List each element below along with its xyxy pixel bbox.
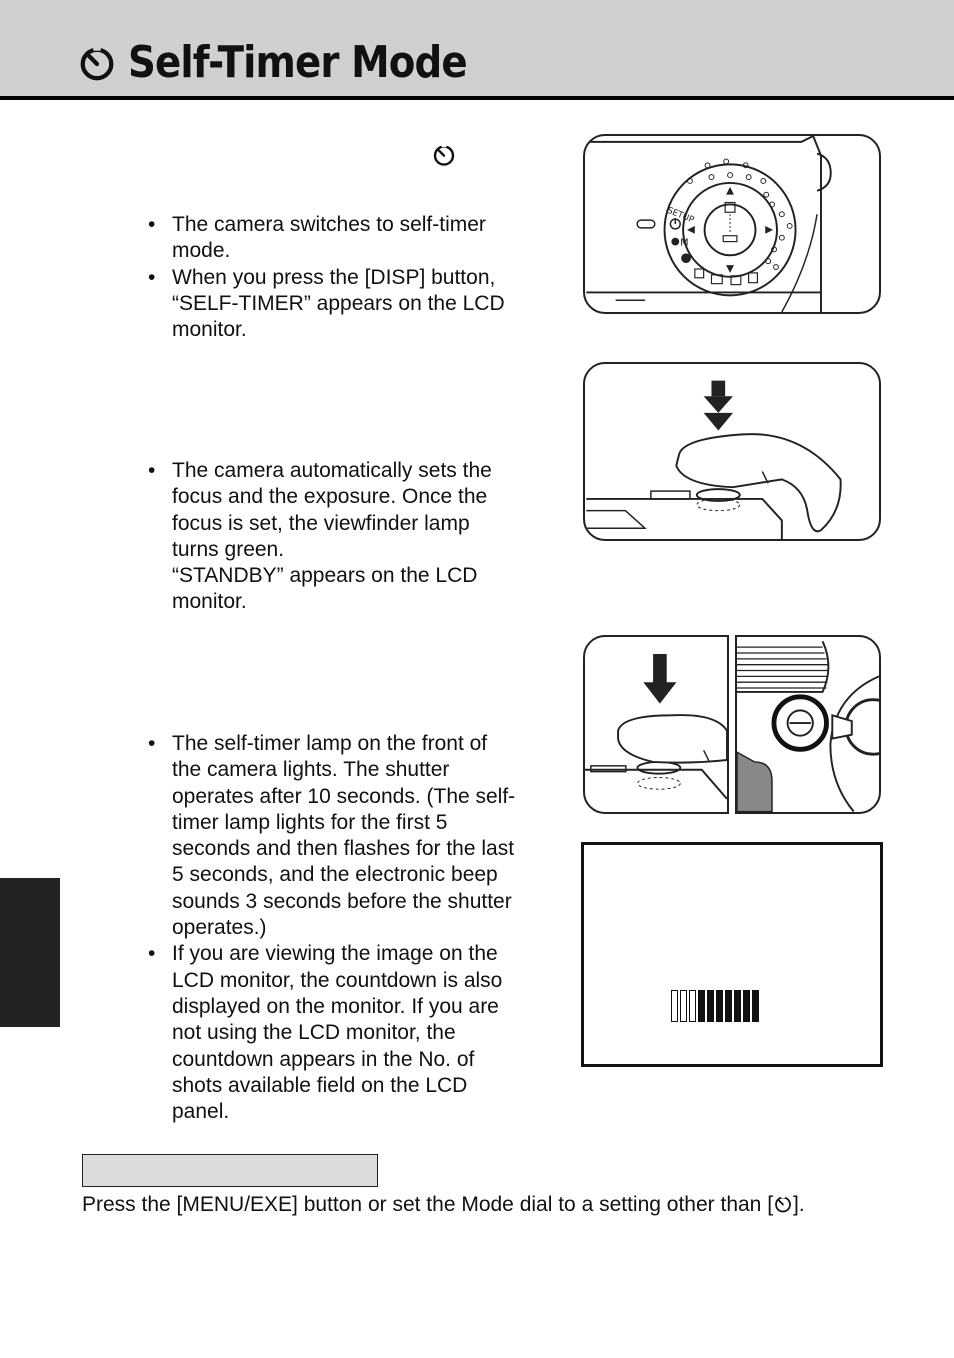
note-heading-box: [82, 1154, 378, 1187]
list-item: • The camera automatically sets the focus and the exposure. Once the focus is set, the viewfinder lamp turns green. “STANDBY” appears on the LCD monitor.: [148, 458, 492, 616]
step1-bullets: [148, 212, 505, 343]
page-title: Self-Timer Mode: [128, 37, 467, 88]
step3-bullets: [148, 731, 515, 1125]
note-text: Press the [MENU/EXE] button or set the Mode dial to a setting other than [ ].: [82, 1193, 805, 1216]
self-timer-icon: [773, 1194, 793, 1214]
dial-label-setup: SETUP: [665, 205, 696, 226]
countdown-segment: [707, 990, 714, 1022]
list-item: • If you are viewing the image on the LCD monitor, the countdown is also displayed on the monitor. If you are not using the LCD monitor, the countdown appears in the No. of shots available field on the LCD panel.: [148, 941, 515, 1125]
countdown-segment: [752, 990, 759, 1022]
self-timer-icon: [78, 44, 116, 82]
half-press-illustration: [583, 362, 881, 541]
countdown-segment: [680, 990, 687, 1022]
camera-front-lamp-drawing: [737, 637, 879, 812]
camera-top-drawing: [585, 136, 879, 312]
shutter-full-press-drawing: [585, 637, 727, 812]
section-tab: [0, 878, 60, 1027]
step2-bullets: [148, 458, 492, 616]
countdown-segment: [689, 990, 696, 1022]
shutter-half-press-drawing: [585, 364, 879, 539]
list-item: • When you press the [DISP] button, “SELF-TIMER” appears on the LCD monitor.: [148, 265, 505, 344]
list-item: • The camera switches to self-timer mode.: [148, 212, 505, 265]
list-item: • The self-timer lamp on the front of the camera lights. The shutter operates after 10 seconds. (The self- timer lamp lights for the first 5 seconds and then flashes for the last 5 seconds, and the electronic beep sounds 3 seconds before the shutter operates.): [148, 731, 515, 941]
full-press-illustration: [583, 635, 729, 814]
self-timer-lamp-illustration: [735, 635, 881, 814]
dial-label-m: M: [680, 237, 689, 249]
countdown-segment: [734, 990, 741, 1022]
countdown-segment: [725, 990, 732, 1022]
page-header: [0, 0, 954, 100]
countdown-segment: [698, 990, 705, 1022]
mode-dial-illustration: [583, 134, 881, 314]
countdown-segment: [743, 990, 750, 1022]
countdown-segment: [716, 990, 723, 1022]
lcd-monitor-countdown: [581, 842, 883, 1067]
countdown-segment: [671, 990, 678, 1022]
countdown-bar: [671, 990, 759, 1022]
self-timer-icon: [432, 143, 456, 167]
